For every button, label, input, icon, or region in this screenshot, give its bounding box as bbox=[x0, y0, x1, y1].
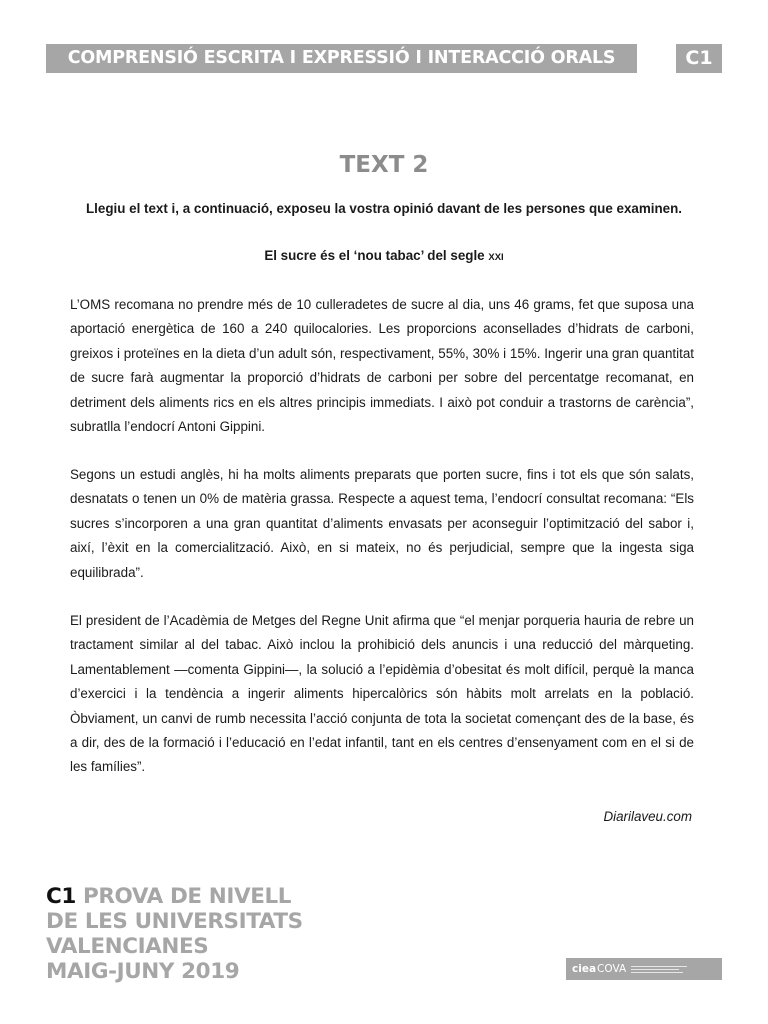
article-title-text: El sucre és el ‘nou tabac’ del segle bbox=[264, 248, 485, 263]
footer-level-mark: C1 bbox=[46, 884, 76, 909]
footer-line-1 bbox=[46, 884, 303, 909]
article-title-century: XXI bbox=[488, 252, 504, 263]
level-tag bbox=[676, 44, 722, 73]
ciea-cova-logo bbox=[566, 958, 722, 980]
body-paragraph-2: Segons un estudi anglès, hi ha molts aliments preparats que porten sucre, fins i tot els que són salats, desnatats o tenen un 0% de matèria grassa. Respecte a aquest tema, l’endocrí consultat recomana: “Els sucres s’incorporen a una gran quantitat d’aliments envasats per aconseguir l’optimització del sabor i, així, l’èxit en la comercialització. Això, en si mateix, no és perjudicial, sempre que la ingesta siga equilibrada”. bbox=[70, 467, 694, 580]
article-title bbox=[40, 246, 728, 268]
footer-line-4: MAIG-JUNY 2019 bbox=[46, 959, 240, 984]
level-tag-label: C1 bbox=[685, 47, 713, 69]
footer-line-3: VALENCIANES bbox=[46, 934, 209, 959]
logo-ciea-text: ciea bbox=[572, 963, 597, 975]
body-paragraph-1: L’OMS recomana no prendre més de 10 culleradetes de sucre al dia, uns 46 grams, fet que suposa una aportació energètica de 160 a 240 quilocalories. Les proporcions aconsellades d’hidrats de carboni, greixos i proteïnes en la dieta d’un adult són, respectivament, 55%, 30% i 15%. Ingerir una gran quantitat de sucre farà augmentar la proporció d’hidrats de carboni per sobre del percentatge recomanat, en detriment dels aliments rics en els altres principis immediats. I això pot conduir a trastorns de carència”, subratlla l’endocrí Antoni Gippini. bbox=[70, 297, 694, 435]
source-citation: Diarilaveu.com bbox=[603, 809, 692, 824]
logo-cova-text: COVA bbox=[597, 963, 627, 975]
text-heading: TEXT 2 bbox=[339, 152, 429, 178]
header-title: COMPRENSIÓ ESCRITA I EXPRESSIÓ I INTERACCIÓ ORALS bbox=[67, 48, 616, 68]
header-title-bar bbox=[46, 44, 637, 73]
body-paragraph-3: El president de l’Acadèmia de Metges del Regne Unit afirma que “el menjar porqueria hauria de rebre un tractament similar al del tabac. Això inclou la prohibició dels anuncis i una reducció del màrqueting. Lamentablement —comenta Gippini—, la solució a l’epidèmia d’obesitat és molt difícil, perquè la manca d’exercici i la tendència a ingerir aliments hipercalòrics són hàbits molt arrelats en la població. Òbviament, un canvi de rumb necessita l’acció conjunta de tota la societat començant des de la base, és a dir, des de la formació i l’educació en l’edat infantil, tant en els centres d’ensenyament com en el si de les famílies”. bbox=[70, 613, 694, 775]
footer-line-1-text: PROVA DE NIVELL bbox=[83, 884, 292, 909]
footer-line-2: DE LES UNIVERSITATS bbox=[46, 909, 303, 934]
instruction-text: Llegiu el text i, a continuació, exposeu la vostra opinió davant de les persones que examinen. bbox=[85, 201, 683, 216]
logo-subtext-lines-icon bbox=[631, 966, 687, 973]
footer-exam-title bbox=[46, 884, 303, 984]
